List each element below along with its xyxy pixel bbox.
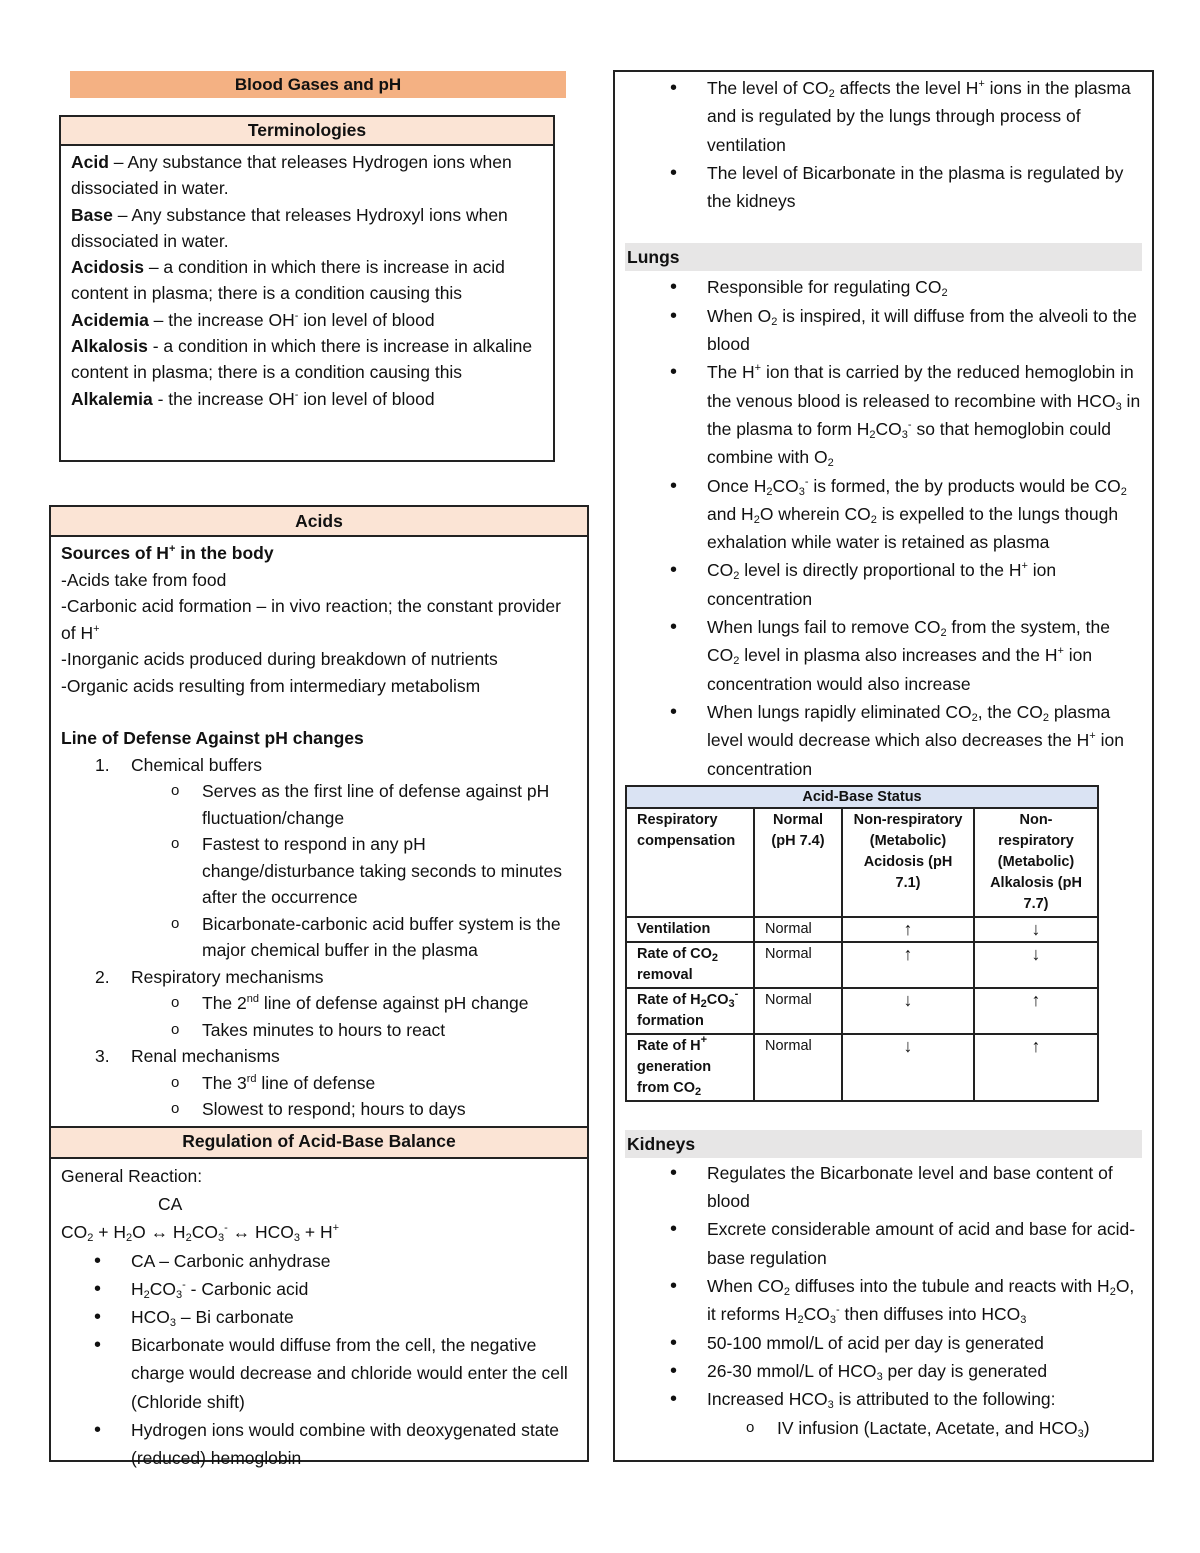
term-base: Base – Any substance that releases Hydroxyl ions when dissociated in water. — [71, 204, 508, 251]
defense-sub-item: o The 3rd line of defense — [202, 1070, 577, 1097]
defense-item: 2. Respiratory mechanisms — [95, 966, 324, 987]
kidneys-bullet: • When $CO_2$ diffuses into the tubule and reacts with $H_2O$, it reforms $H_2CO_3^-$ then diffuses into $HCO_3$ — [707, 1272, 1142, 1329]
up-arrow-icon: ↑ — [842, 917, 974, 942]
defense-sub-item: o Slowest to respond; hours to days — [202, 1096, 577, 1123]
defense-item: 3. Renal mechanisms — [95, 1046, 280, 1066]
sources-title: Sources of H+ in the body — [61, 543, 274, 563]
table-header: Non-respiratory (Metabolic) Alkalosis (pH 7.7) — [974, 808, 1098, 917]
down-arrow-icon: ↓ — [842, 1034, 974, 1101]
source-item: -Organic acids resulting from intermediary metabolism — [61, 675, 481, 696]
up-arrow-icon: ↑ — [842, 942, 974, 988]
lungs-bullet: • Once $H_2CO_3^-$ is formed, the by products would be $CO_2$ and $H_2O$ wherein $CO_2$ is expelled to the lungs though exhalation while water is retained as plasma — [707, 472, 1142, 557]
down-arrow-icon: ↓ — [842, 988, 974, 1034]
table-row: Rate of H+ generation from $CO_2$ Normal ↓ ↑ — [626, 1034, 1098, 1101]
page-title: Blood Gases and pH — [70, 71, 566, 98]
terminologies-heading: Terminologies — [61, 117, 553, 146]
lungs-heading: Lungs — [625, 243, 1142, 271]
regulation-bullet: • $H_2CO_3^-$ - Carbonic acid — [131, 1275, 577, 1303]
kidneys-bullet: • Increased $HCO_3$ is attributed to the following: — [707, 1385, 1142, 1413]
down-arrow-icon: ↓ — [974, 917, 1098, 942]
terminologies-box — [59, 115, 555, 462]
defense-item: 1. Chemical buffers — [95, 754, 262, 775]
source-item: -Carbonic acid formation – in vivo reaction; the constant provider of H+ — [61, 596, 561, 643]
defense-title: Line of Defense Against pH changes — [61, 728, 364, 748]
table-header: Respiratory compensation — [626, 808, 754, 917]
table-header: Normal (pH 7.4) — [754, 808, 842, 917]
terminologies-list — [61, 146, 553, 412]
lungs-bullet: • The H+ ion that is carried by the reduced hemoglobin in the venous blood is released to recombine with $HCO_3$ in the plasma to form $H_2CO_3^-$ so that hemoglobin could combine with $O_2$ — [707, 358, 1142, 471]
defense-sub-item: o Bicarbonate-carbonic acid buffer system is the major chemical buffer in the plasma — [202, 911, 577, 964]
kidneys-bullet: • Regulates the Bicarbonate level and base content of blood — [707, 1159, 1142, 1216]
ca-label: CA — [158, 1194, 183, 1215]
regulation-heading: Regulation of Acid-Base Balance — [51, 1126, 587, 1159]
defense-sub-item: o The 2nd line of defense against pH change — [202, 990, 577, 1017]
kidneys-sub-item: o IV infusion (Lactate, Acetate, and $HCO_3$) — [777, 1414, 1142, 1442]
right-column-box — [613, 70, 1154, 1462]
table-header: Non-respiratory (Metabolic) Acidosis (pH 7.1) — [842, 808, 974, 917]
general-reaction-label: General Reaction: — [61, 1166, 203, 1186]
defense-sub-item: o Fastest to respond in any pH change/disturbance taking seconds to minutes after the occurrence — [202, 831, 577, 911]
source-item: -Acids take from food — [61, 569, 227, 590]
intro-bullet: • The level of $CO_2$ affects the level H+ ions in the plasma and is regulated by the lungs through process of ventilation — [707, 74, 1142, 159]
lungs-bullet: • $CO_2$ level is directly proportional to the H+ ion concentration — [707, 556, 1142, 613]
intro-bullet: • The level of Bicarbonate in the plasma is regulated by the kidneys — [707, 159, 1142, 216]
term-alkalemia: Alkalemia - the increase OH- ion level of blood — [71, 388, 435, 409]
up-arrow-icon: ↑ — [974, 1034, 1098, 1101]
term-acid: Acid – Any substance that releases Hydrogen ions when dissociated in water. — [71, 152, 512, 199]
acid-base-status-table — [625, 785, 1099, 1102]
regulation-bullet: • CA – Carbonic anhydrase — [131, 1247, 577, 1275]
down-arrow-icon: ↓ — [974, 942, 1098, 988]
up-arrow-icon: ↑ — [974, 988, 1098, 1034]
regulation-body — [51, 1159, 587, 1472]
defense-sub-item: o Serves as the first line of defense against pH fluctuation/change — [202, 778, 577, 831]
lungs-bullet: • When lungs fail to remove $CO_2$ from the system, the $CO_2$ level in plasma also increases and the H+ ion concentration would also increase — [707, 613, 1142, 698]
term-acidosis: Acidosis – a condition in which there is increase in acid content in plasma; there is a condition causing this — [71, 257, 505, 304]
regulation-bullet: • Bicarbonate would diffuse from the cell, the negative charge would decrease and chloride would enter the cell (Chloride shift) — [131, 1331, 577, 1416]
kidneys-bullet: • 50-100 mmol/L of acid per day is generated — [707, 1329, 1142, 1357]
table-header-row — [626, 808, 1098, 917]
reaction-equation: $CO_2 + H_2O$ ↔ $H_2CO_3^-$ ↔ $HCO_3 + H^+$ — [61, 1222, 340, 1245]
table-title: Acid-Base Status — [626, 786, 1098, 808]
defense-sub-item: o Takes minutes to hours to react — [202, 1017, 577, 1044]
acids-heading: Acids — [51, 507, 587, 537]
acids-body — [51, 537, 587, 1126]
term-acidemia: Acidemia – the increase OH- ion level of blood — [71, 309, 435, 330]
acids-box — [49, 505, 589, 1469]
term-alkalosis: Alkalosis - a condition in which there is increase in alkaline content in plasma; there is a condition causing this — [71, 336, 533, 383]
lungs-bullet: • When lungs rapidly eliminated $CO_2$, the $CO_2$ plasma level would decrease which also decreases the H+ ion concentration — [707, 698, 1142, 783]
table-row: Ventilation Normal ↑ ↓ — [626, 917, 1098, 942]
regulation-bullet: • Hydrogen ions would combine with deoxygenated state (reduced) hemoglobin — [131, 1416, 577, 1472]
kidneys-bullet: • Excrete considerable amount of acid and base for acid-base regulation — [707, 1215, 1142, 1272]
lungs-bullet: • Responsible for regulating $CO_2$ — [707, 273, 1142, 301]
kidneys-bullet: • 26-30 mmol/L of $HCO_3$ per day is generated — [707, 1357, 1142, 1385]
table-row: Rate of $CO_2$ removal Normal ↑ ↓ — [626, 942, 1098, 988]
lungs-bullet: • When $O_2$ is inspired, it will diffuse from the alveoli to the blood — [707, 302, 1142, 359]
source-item: -Inorganic acids produced during breakdown of nutrients — [61, 649, 498, 669]
kidneys-heading: Kidneys — [625, 1130, 1142, 1158]
table-row: Rate of $H_2CO_3^-$ formation Normal ↓ ↑ — [626, 988, 1098, 1034]
regulation-bullet: • $HCO_3$ – Bi carbonate — [131, 1303, 577, 1331]
